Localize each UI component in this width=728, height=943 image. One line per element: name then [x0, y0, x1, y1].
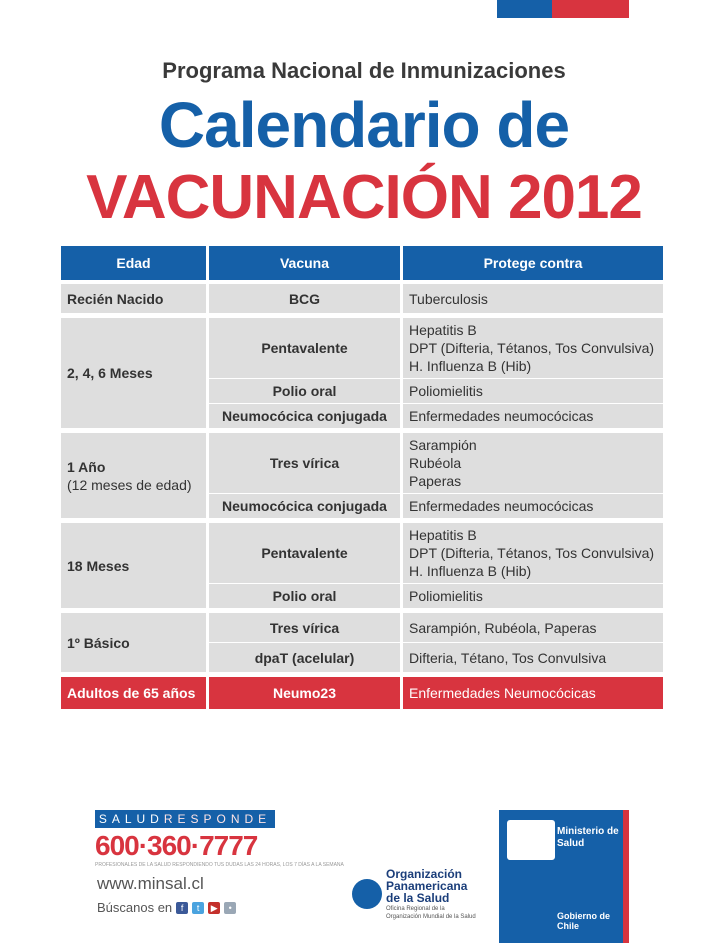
social-links	[97, 900, 236, 915]
ministry-name	[557, 826, 619, 850]
ministry-line: Ministerio de	[557, 826, 619, 837]
facebook-icon[interactable]: f	[176, 902, 188, 914]
table-row	[61, 284, 666, 314]
vaccine-cell: Neumocócica conjugada	[209, 494, 403, 519]
protects-cell	[403, 318, 666, 379]
age-sublabel: (12 meses de edad)	[67, 476, 192, 493]
protects-line: DPT (Difteria, Tétanos, Tos Convulsiva)	[409, 340, 655, 356]
protects-line: Rubéola	[409, 455, 462, 471]
table-header	[61, 246, 666, 280]
website-link[interactable]: www.minsal.cl	[97, 874, 204, 893]
table-row	[61, 433, 666, 494]
vaccine-cell: Pentavalente	[209, 523, 403, 584]
ministry-logo	[499, 810, 629, 943]
protects-cell: Poliomielitis	[403, 584, 666, 609]
age-cell: Recién Nacido	[61, 284, 209, 314]
ops-logo	[352, 868, 476, 920]
age-label: 1 Año	[67, 458, 106, 475]
program-subtitle: Programa Nacional de Inmunizaciones	[162, 58, 566, 83]
protects-line: Sarampión	[409, 437, 477, 453]
phone-number[interactable]: 600·360·7777	[95, 830, 258, 861]
protects-cell: Poliomielitis	[403, 379, 666, 404]
protects-line: Hepatitis B	[409, 527, 477, 543]
protects-line: Hepatitis B	[409, 322, 477, 338]
age-cell: 1º Básico	[61, 613, 209, 673]
responde-word: RESPONDE	[163, 812, 272, 826]
protects-cell: Difteria, Tétano, Tos Convulsiva	[403, 643, 666, 673]
header-vacuna: Vacuna	[209, 246, 403, 280]
vaccine-cell: Neumo23	[209, 677, 403, 710]
twitter-icon[interactable]: t	[192, 902, 204, 914]
coat-of-arms-icon	[507, 820, 555, 860]
government-label: Gobierno de Chile	[557, 911, 611, 931]
ops-sub-line: Oficina Regional de la	[386, 906, 445, 912]
ops-sub-line: Organización Mundial de la Salud	[386, 914, 476, 920]
header-edad: Edad	[61, 246, 209, 280]
youtube-icon[interactable]: ▶	[208, 902, 220, 914]
protects-cell	[403, 523, 666, 584]
age-cell: Adultos de 65 años	[61, 677, 209, 710]
header-protege: Protege contra	[403, 246, 666, 280]
ministry-line: Salud	[557, 838, 585, 849]
protects-cell: Enfermedades neumocócicas	[403, 404, 666, 429]
title-calendario: Calendario de	[158, 89, 570, 161]
vaccine-cell: Polio oral	[209, 584, 403, 609]
vaccine-cell: Tres vírica	[209, 613, 403, 643]
ops-text	[386, 868, 476, 920]
table-row	[61, 613, 666, 643]
flickr-icon[interactable]: •	[224, 902, 236, 914]
ops-name-line: Panamericana	[386, 879, 468, 893]
protects-cell	[403, 433, 666, 494]
vaccine-cell: Polio oral	[209, 379, 403, 404]
protects-line: Paperas	[409, 473, 462, 489]
globe-icon	[352, 879, 382, 909]
protects-line: H. Influenza B (Hib)	[409, 563, 532, 579]
flag-bar	[497, 0, 629, 18]
vaccination-table	[61, 246, 666, 710]
ops-name-line: de la Salud	[386, 891, 450, 905]
flag-strip	[623, 810, 629, 943]
ops-name-line: Organización	[386, 867, 463, 881]
protects-cell: Tuberculosis	[403, 284, 666, 314]
protects-line: DPT (Difteria, Tétanos, Tos Convulsiva)	[409, 545, 655, 561]
vaccine-cell: Tres vírica	[209, 433, 403, 494]
table-row-adults	[61, 677, 666, 710]
salud-word: SALUD	[98, 812, 164, 826]
salud-responde-banner	[95, 810, 275, 828]
salud-responde-block	[95, 810, 344, 868]
age-cell: 18 Meses	[61, 523, 209, 609]
age-cell	[61, 433, 209, 519]
vaccine-cell: BCG	[209, 284, 403, 314]
title-vacunacion: VACUNACIÓN 2012	[86, 163, 642, 232]
phone-note: PROFESIONALES DE LA SALUD RESPONDIENDO TUS DUDAS LAS 24 HORAS, LOS 7 DÍAS A LA SEMANA	[95, 862, 344, 868]
search-label: Búscanos en	[97, 900, 173, 915]
protects-cell: Enfermedades neumocócicas	[403, 494, 666, 519]
vaccine-cell: dpaT (acelular)	[209, 643, 403, 673]
protects-line: H. Influenza B (Hib)	[409, 358, 532, 374]
table-row	[61, 523, 666, 584]
vaccine-cell: Pentavalente	[209, 318, 403, 379]
table-row	[61, 318, 666, 379]
vaccine-cell: Neumocócica conjugada	[209, 404, 403, 429]
protects-cell: Enfermedades Neumocócicas	[403, 677, 666, 710]
age-cell: 2, 4, 6 Meses	[61, 318, 209, 429]
protects-cell: Sarampión, Rubéola, Paperas	[403, 613, 666, 643]
